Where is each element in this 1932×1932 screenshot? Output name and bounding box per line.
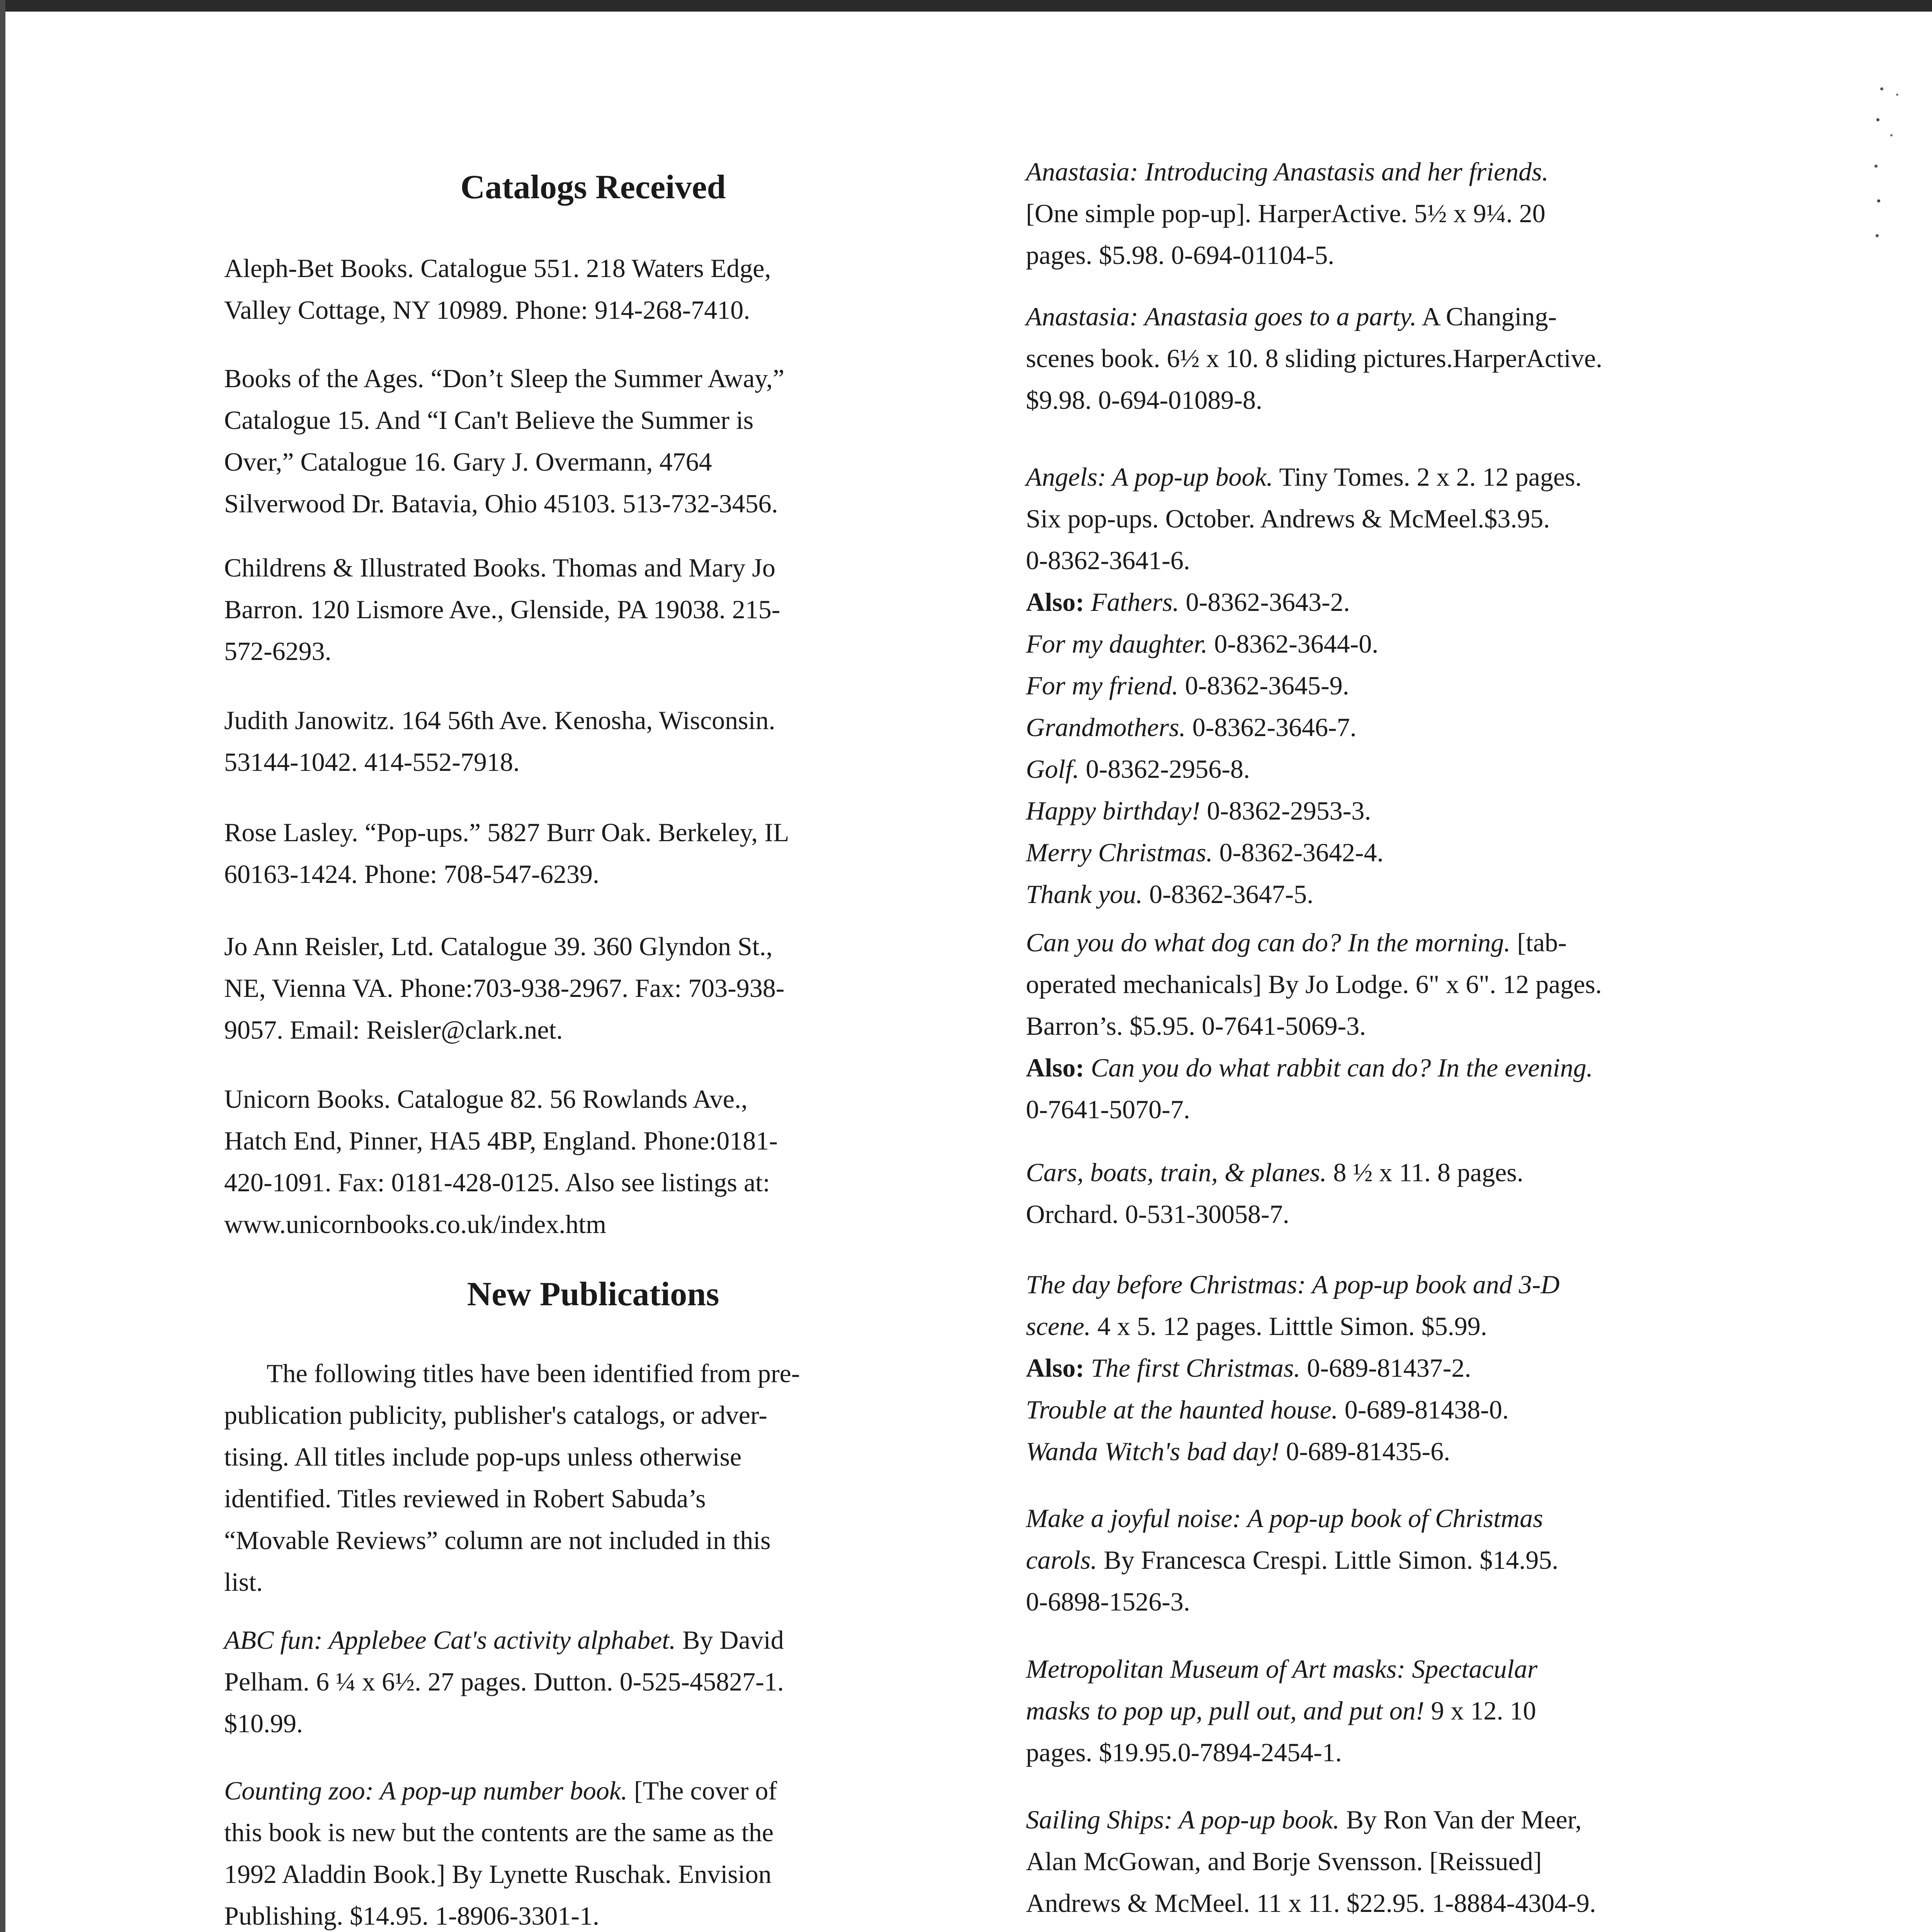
detail-text: 0-8362-3645-9. (1178, 671, 1349, 700)
publication-entry (1026, 1151, 1783, 1235)
title-text: For my daughter. (1026, 629, 1208, 658)
title-text: The day before Christmas: A pop-up book and 3-D (1026, 1270, 1560, 1299)
entry-line (1026, 1264, 1783, 1305)
entry-line (1026, 1047, 1783, 1088)
detail-text: scenes book. 6½ x 10. 8 sliding pictures.HarperActive. (1026, 344, 1602, 373)
detail-text: Six pop-ups. October. Andrews & McMeel.$3.95. (1026, 504, 1550, 533)
publication-entry (1026, 1264, 1783, 1472)
title-text: Trouble at the haunted house. (1026, 1395, 1338, 1424)
title-text: Make a joyful noise: A pop-up book of Christmas (1026, 1503, 1543, 1533)
publication-entry (1026, 456, 1783, 915)
detail-text: 0-6898-1526-3. (1026, 1587, 1190, 1616)
detail-text: 0-689-81438-0. (1338, 1395, 1509, 1424)
catalog-entry-books-of-the-ages: Books of the Ages. “Don’t Sleep the Summer Away,” Catalogue 15. And “I Can't Believe the Summer is Over,” Catalogue 16. Gary J. Overmann, 4764 Silverwood Dr. Batavia, Ohio 45103. 513-732-3456. (224, 364, 784, 518)
catalogs-received-heading: Catalogs Received (460, 168, 726, 206)
detail-text: pages. $5.98. 0-694-01104-5. (1026, 240, 1335, 270)
entry-line (224, 1895, 962, 1932)
title-text: For my friend. (1026, 671, 1179, 700)
publication-entry (1026, 1799, 1783, 1924)
detail-text: 9 x 12. 10 (1424, 1696, 1536, 1725)
entry-line (1026, 539, 1783, 581)
catalog-entry-lasley: Rose Lasley. “Pop-ups.” 5827 Burr Oak. Berkeley, IL 60163-1424. Phone: 708-547-6239. (224, 818, 789, 889)
entry-line (1026, 1151, 1783, 1193)
detail-text: this book is new but the contents are the same as the (224, 1818, 774, 1847)
entry-line (1026, 706, 1783, 748)
entry-line (1026, 151, 1783, 192)
entry-line (1026, 1193, 1783, 1235)
detail-text: 1992 Aladdin Book.] By Lynette Ruschak. Envision (224, 1859, 772, 1889)
detail-text: pages. $19.95.0-7894-2454-1. (1026, 1738, 1342, 1767)
entry-line (1026, 1005, 1783, 1047)
entry-line (1026, 665, 1783, 706)
entry-line (224, 1853, 962, 1895)
detail-text: 0-7641-5070-7. (1026, 1095, 1190, 1124)
entry-line (1026, 963, 1783, 1005)
detail-text: Orchard. 0-531-30058-7. (1026, 1199, 1289, 1229)
title-text: Happy birthday! (1026, 796, 1201, 825)
entry-line (1026, 1430, 1783, 1472)
entry-line (1026, 1882, 1783, 1924)
title-text: Fathers. (1084, 587, 1179, 617)
entry-line (1026, 1347, 1783, 1389)
entry-line (1026, 498, 1783, 539)
entry-line (1026, 234, 1783, 276)
detail-text: 0-8362-3643-2. (1179, 587, 1350, 617)
entry-line (1026, 1581, 1783, 1622)
detail-text: Barron’s. $5.95. 0-7641-5069-3. (1026, 1011, 1366, 1041)
detail-text: 0-8362-2953-3. (1200, 796, 1371, 825)
entry-line (1026, 456, 1783, 498)
entry-line (1026, 1840, 1783, 1882)
new-publications-heading: New Publications (467, 1276, 719, 1313)
entry-line (1026, 296, 1783, 337)
detail-text: Andrews & McMeel. 11 x 11. $22.95. 1-8884-4304-9. (1026, 1888, 1596, 1918)
entry-line (224, 1661, 962, 1702)
title-text: Anastasia: Anastasia goes to a party. (1026, 302, 1417, 331)
publication-entry (1026, 922, 1783, 1130)
entry-line (1026, 1389, 1783, 1430)
title-text: scene. (1026, 1311, 1091, 1341)
title-text: The first Christmas. (1084, 1353, 1301, 1383)
entry-line (1026, 192, 1783, 234)
catalog-entry-reisler: Jo Ann Reisler, Ltd. Catalogue 39. 360 Glyndon St., NE, Vienna VA. Phone:703-938-2967. Fax: 703-938- 9057. Email: Reisler@clark.net. (224, 932, 785, 1044)
detail-text: By Ron Van der Meer, (1339, 1805, 1582, 1834)
entry-line (1026, 832, 1783, 873)
detail-text: 8 ½ x 11. 8 pages. (1327, 1158, 1524, 1187)
publication-entry (224, 1619, 962, 1744)
detail-text: 0-8362-3644-0. (1208, 629, 1379, 658)
detail-text: 0-8362-3641-6. (1026, 546, 1190, 575)
publication-entry (1026, 1497, 1783, 1622)
scan-edge-top (0, 0, 1932, 12)
title-text: carols. (1026, 1545, 1097, 1575)
detail-text: [One simple pop-up]. HarperActive. 5½ x 9¼. 20 (1026, 199, 1546, 228)
title-text: Merry Christmas. (1026, 838, 1213, 867)
detail-text: $10.99. (224, 1709, 303, 1738)
detail-text: 0-8362-2956-8. (1079, 754, 1250, 784)
catalog-entry-aleph-bet: Aleph-Bet Books. Catalogue 551. 218 Waters Edge, Valley Cottage, NY 10989. Phone: 914-268-7410. (224, 253, 771, 325)
title-text: Thank you. (1026, 879, 1143, 909)
title-text: Cars, boats, train, & planes. (1026, 1158, 1327, 1187)
entry-line (1026, 581, 1783, 623)
title-text: Can you do what rabbit can do? In the evening. (1084, 1053, 1593, 1082)
detail-text: 0-8362-3647-5. (1143, 879, 1314, 909)
detail-text: Tiny Tomes. 2 x 2. 12 pages. (1273, 462, 1582, 492)
entry-line (1026, 1497, 1783, 1539)
catalog-entry-unicorn: Unicorn Books. Catalogue 82. 56 Rowlands Ave., Hatch End, Pinner, HA5 4BP, England. Phone:0181- 420-1091. Fax: 0181-428-0125. Also see listings at: www.unicornbooks.co.uk/index.htm (224, 1084, 778, 1239)
detail-text: operated mechanicals] By Jo Lodge. 6" x 6". 12 pages. (1026, 969, 1602, 999)
entry-line (1026, 922, 1783, 963)
new-publications-intro: The following titles have been identified from pre- publication publicity, publisher's catalogs, or adver- tising. All titles include pop-ups unless otherwise identified. Titles reviewed in Robert Sabuda’s “Movable Reviews” column are not included in this list. (224, 1359, 800, 1597)
title-text: Metropolitan Museum of Art masks: Spectacular (1026, 1654, 1537, 1684)
entry-line (1026, 790, 1783, 832)
detail-text: 0-689-81437-2. (1300, 1353, 1471, 1383)
title-text: Golf. (1026, 754, 1079, 784)
title-text: Wanda Witch's bad day! (1026, 1437, 1280, 1466)
entry-line (1026, 1539, 1783, 1581)
title-text: Angels: A pop-up book. (1026, 462, 1273, 492)
detail-text: By David (676, 1625, 784, 1655)
detail-text: 0-689-81435-6. (1279, 1437, 1451, 1466)
publication-entry (1026, 296, 1783, 421)
title-text: Sailing Ships: A pop-up book. (1026, 1805, 1340, 1834)
title-text: Can you do what dog can do? In the morning. (1026, 928, 1511, 957)
detail-text: [tab- (1510, 928, 1567, 957)
catalog-entry-janowitz: Judith Janowitz. 164 56th Ave. Kenosha, Wisconsin. 53144-1042. 414-552-7918. (224, 706, 776, 777)
entry-line (1026, 1648, 1783, 1690)
scan-specks-decoration (1870, 77, 1917, 251)
title-text: Counting zoo: A pop-up number book. (224, 1776, 628, 1805)
scan-edge-left (0, 0, 5, 1932)
publication-entry (1026, 151, 1783, 276)
title-text: Grandmothers. (1026, 713, 1186, 742)
entry-line (1026, 1088, 1783, 1130)
detail-text: $9.98. 0-694-01089-8. (1026, 385, 1262, 415)
entry-line (1026, 1305, 1783, 1347)
entry-line (1026, 748, 1783, 790)
entry-line (1026, 873, 1783, 915)
detail-text: By Francesca Crespi. Little Simon. $14.95. (1097, 1545, 1559, 1575)
entry-line (224, 1619, 962, 1661)
publication-entry (1026, 1648, 1783, 1773)
publication-entry (224, 1770, 962, 1932)
detail-text: Pelham. 6 ¼ x 6½. 27 pages. Dutton. 0-525-45827-1. (224, 1667, 784, 1696)
title-text: ABC fun: Applebee Cat's activity alphabet. (224, 1625, 676, 1655)
detail-text: 0-8362-3646-7. (1185, 713, 1357, 742)
label-also: Also: (1026, 587, 1085, 617)
detail-text: 0-8362-3642-4. (1213, 838, 1384, 867)
entry-line (1026, 1799, 1783, 1840)
entry-line (224, 1702, 962, 1744)
entry-line (1026, 623, 1783, 665)
detail-text: A Changing- (1417, 302, 1557, 331)
detail-text: 4 x 5. 12 pages. Litttle Simon. $5.99. (1091, 1311, 1487, 1341)
detail-text: [The cover of (627, 1776, 777, 1805)
entry-line (224, 1770, 962, 1811)
title-text: masks to pop up, pull out, and put on! (1026, 1696, 1425, 1725)
entry-line (224, 1811, 962, 1853)
catalog-entry-childrens-illustrated: Childrens & Illustrated Books. Thomas and Mary Jo Barron. 120 Lismore Ave., Glenside, PA 19038. 215- 572-6293. (224, 553, 781, 666)
title-text: Anastasia: Introducing Anastasis and her friends. (1026, 157, 1549, 186)
detail-text: Publishing. $14.95. 1-8906-3301-1. (224, 1901, 599, 1930)
detail-text: Alan McGowan, and Borje Svensson. [Reissued] (1026, 1847, 1542, 1876)
entry-line (1026, 1731, 1783, 1773)
entry-line (1026, 379, 1783, 421)
label-also: Also: (1026, 1053, 1085, 1082)
entry-line (1026, 1690, 1783, 1731)
entry-line (1026, 337, 1783, 379)
label-also: Also: (1026, 1353, 1085, 1383)
